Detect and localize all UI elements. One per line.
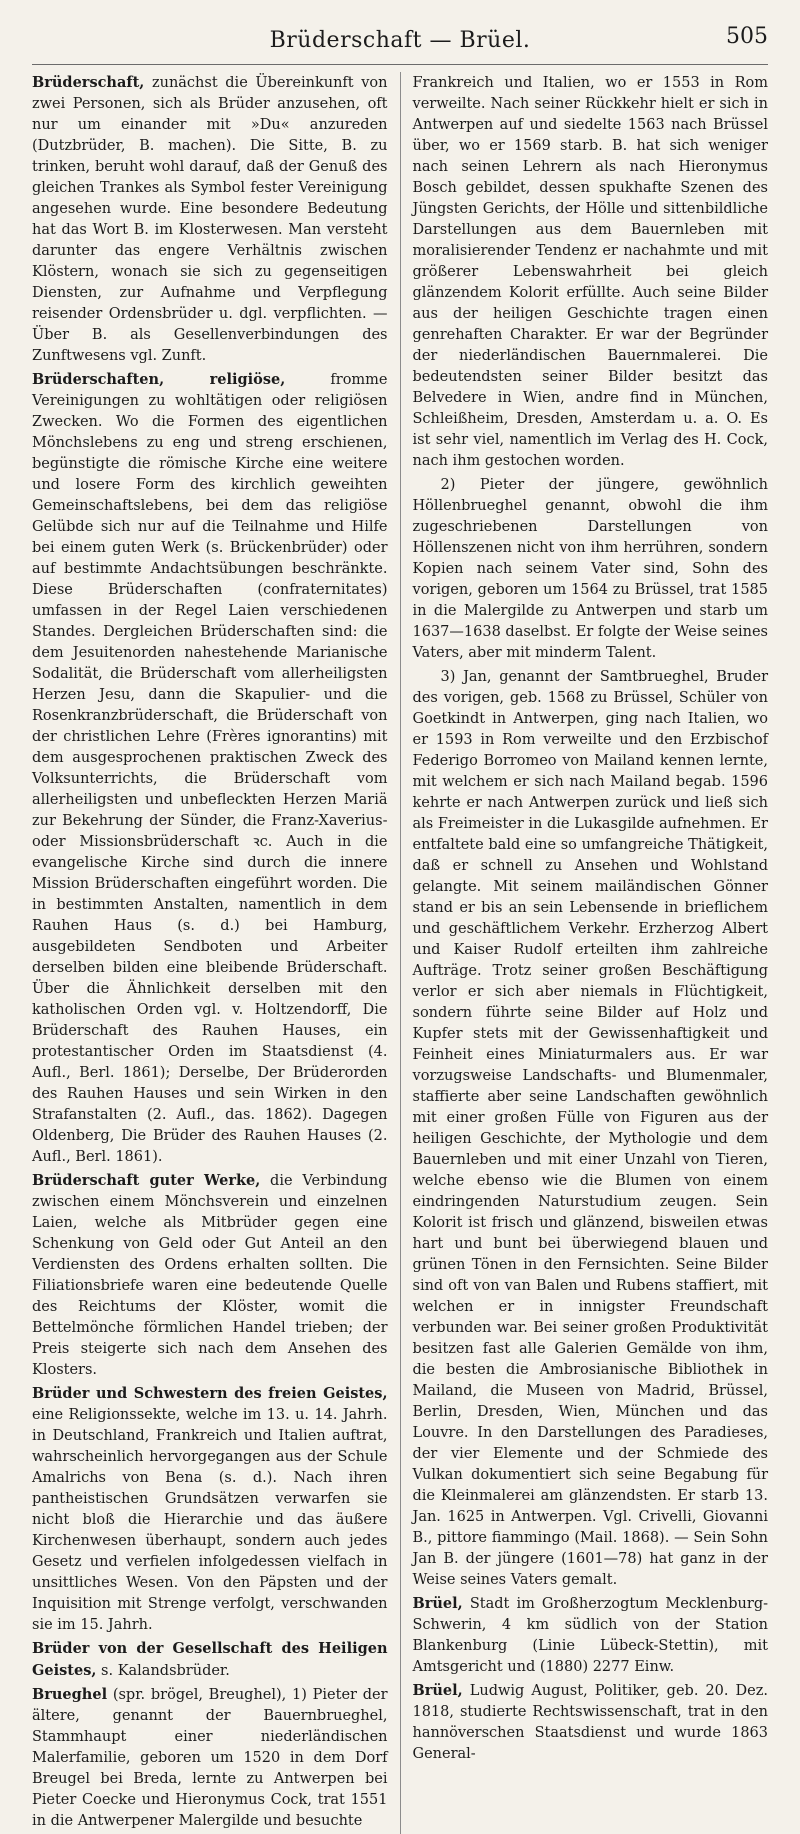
entry-brueder-heiligen-geistes (32, 1638, 388, 1682)
entry-text: fromme Vereinigungen zu wohltätigen oder religiösen Zwecken. Wo die Formen des eigentlichen Mönchslebens zu eng und streng erschienen, begünstigte die römische Kirche eine weitere und losere Form des kirchlich geweihten Gemeinschaftslebens, bei dem das religiöse Gelübde sich nur auf die Teilnahme und Hilfe bei einem guten Werk (s. Brückenbrüder) oder auf bestimmte Andachtsübungen beschränkte. Diese Brüderschaften (confraternitates) umfassen in der Regel Laien verschiedenen Standes. Dergleichen Brüderschaften sind: die dem Jesuitenorden nahestehende Marianische Sodalität, die Brüderschaft vom allerheiligsten Herzen Jesu, dann die Skapulier- und die Rosenkranzbrüderschaft, die Brüderschaft von der christlichen Lehre (Frères ignorantins) mit dem ausgesprochenen praktischen Zweck des Volksunterrichts, die Brüderschaft vom allerheiligsten und unbefleckten Herzen Mariä zur Bekehrung der Sünder, die Franz-Xaverius- oder Missionsbrüderschaft ꝛc. Auch in die evangelische Kirche sind durch die innere Mission Brüderschaften eingeführt worden. Die in bestimmten Anstalten, namentlich in dem Rauhen Haus (s. d.) bei Hamburg, ausgebildeten Sendboten und Arbeiter derselben bilden eine bleibende Brüderschaft. Über die Ähnlichkeit derselben mit den katholischen Orden vgl. v. Holtzendorff, Die Brüderschaft des Rauhen Hauses, ein protestantischer Orden im Staatsdienst (4. Aufl., Berl. 1861); Derselbe, Der Brüderorden des Rauhen Hauses und sein Wirken in den Strafanstalten (2. Aufl., das. 1862). Dagegen Oldenberg, Die Brüder des Rauhen Hauses (2. Aufl., Berl. 1861). (32, 372, 388, 1165)
entry-lemma: Brueghel (32, 1686, 108, 1703)
entry-lemma: Brüder von der Gesellschaft des Heiligen Geistes, (32, 1640, 388, 1679)
entry-brueghel (32, 1684, 388, 1832)
entry-text: die Verbindung zwischen einem Mönchsverein und einzelnen Laien, welche als Mitbrüder gegen eine Schenkung von Geld oder Gut Anteil an den Verdiensten des Ordens erhalten sollten. Die Filiationsbriefe waren eine bedeutende Quelle des Reichtums der Klöster, womit die Bettelmönche förmlichen Handel trieben; der Preis steigerte sich nach dem Ansehen des Klosters. (32, 1173, 388, 1378)
entry-text: 2) Pieter der jüngere, gewöhnlich Höllenbrueghel genannt, obwohl die ihm zugeschriebenen Darstellungen von Höllenszenen nicht von ihm herrühren, sondern Kopien nach seinem Vater sind, Sohn des vorigen, geboren um 1564 zu Brüssel, trat 1585 in die Malergilde zu Antwerpen und starb um 1637—1638 daselbst. Er folgte der Weise seines Vaters, aber mit minderm Talent. (412, 477, 768, 661)
entry-bruederschaften-religioese (32, 369, 388, 1168)
entry-lemma: Brüderschaft, (32, 74, 145, 91)
entry-bruederschaft (32, 72, 388, 367)
entry-brueel-stadt (413, 1593, 769, 1678)
entry-brueghel-continued (413, 72, 769, 472)
entry-brueder-freien-geistes (32, 1383, 388, 1636)
entry-text: zunächst die Übereinkunft von zwei Personen, sich als Brüder anzusehen, oft nur um einander mit »Du« anzureden (Dutzbrüder, B. machen). Die Sitte, B. zu trinken, beruht wohl darauf, daß der Genuß des gleichen Trankes als Symbol fester Vereinigung angesehen wurde. Eine besondere Bedeutung hat das Wort B. im Klosterwesen. Man versteht darunter das engere Verhältnis zwischen Klöstern, wonach sie sich zu gegenseitigen Diensten, zur Aufnahme und Verpflegung reisender Ordensbrüder u. dgl. verpflichten. — Über B. als Gesellenverbindungen des Zunftwesens vgl. Zunft. (32, 75, 388, 364)
entry-text: Frankreich und Italien, wo er 1553 in Rom verweilte. Nach seiner Rückkehr hielt er sich in Antwerpen auf und siedelte 1563 nach Brüssel über, wo er 1569 starb. B. hat sich weniger nach seinen Lehrern als nach Hieronymus Bosch gebildet, dessen spukhafte Szenen des Jüngsten Gerichts, der Hölle und sittenbildliche Darstellungen aus dem Bauernleben mit moralisierender Tendenz er nachahmte und mit größerer Lebenswahrheit bei gleich glänzendem Kolorit erfüllte. Auch seine Bilder aus der heiligen Geschichte tragen einen genrehaften Charakter. Er war der Begründer der niederländischen Bauernmalerei. Die bedeutendsten seiner Bilder besitzt das Belvedere in Wien, andre find in München, Schleißheim, Dresden, Amsterdam u. a. O. Es ist sehr viel, namentlich im Verlag des H. Cock, nach ihm gestochen worden. (412, 75, 768, 469)
page-number: 505 (726, 24, 768, 49)
entry-text: s. Kalandsbrüder. (96, 1663, 230, 1679)
entry-pieter-juengere (413, 474, 769, 664)
right-column (413, 72, 769, 1834)
left-column (32, 72, 388, 1834)
entry-lemma: Brüel, (412, 1595, 463, 1612)
entry-text: 3) Jan, genannt der Samtbrueghel, Bruder des vorigen, geb. 1568 zu Brüssel, Schüler von Goetkindt in Antwerpen, ging nach Italien, wo er 1593 in Rom verweilte und den Erzbischof Federigo Borromeo von Mailand kennen lernte, mit welchem er sich nach Mailand begab. 1596 kehrte er nach Antwerpen zurück und ließ sich als Freimeister in die Lukasgilde aufnehmen. Er entfaltete bald eine so umfangreiche Thätigkeit, daß er schnell zu Ansehen und Wohlstand gelangte. Mit seinem mailändischen Gönner stand er bis an sein Lebensende in brieflichem und geschäftlichem Verkehr. Erzherzog Albert und Kaiser Rudolf erteilten ihm zahlreiche Aufträge. Trotz seiner großen Beschäftigung verlor er sich aber niemals in Flüchtigkeit, sondern führte seine Bilder auf Holz und Kupfer stets mit der Gewissenhaftigkeit und Feinheit eines Miniaturmalers aus. Er war vorzugsweise Landschafts- und Blumenmaler, staffierte aber seine Landschaften gewöhnlich mit einer großen Fülle von Figuren aus der heiligen Geschichte, der Mythologie und dem Bauernleben und mit einer Unzahl von Tieren, welche ebenso wie die Blumen von einem eindringenden Naturstudium zeugen. Sein Kolorit ist frisch und glänzend, bisweilen etwas hart und bunt bei überwiegend blauen und grünen Tönen in den Fernsichten. Seine Bilder sind oft von van Balen und Rubens staffiert, mit welchen er in innigster Freundschaft verbunden war. Bei seiner großen Produktivität besitzen fast alle Galerien Gemälde von ihm, die besten die Ambrosianische Bibliothek in Mailand, die Museen von Madrid, Brüssel, Berlin, Dresden, Wien, München und das Louvre. In den Darstellungen des Paradieses, der vier Elemente und der Schmiede des Vulkan dokumentiert sich seine Begabung für die Kleinmalerei am glänzendsten. Er starb 13. Jan. 1625 in Antwerpen. Vgl. Crivelli, Giovanni B., pittore fiammingo (Mail. 1868). — Sein Sohn Jan B. der jüngere (1601—78) hat ganz in der Weise seines Vaters gemalt. (412, 669, 768, 1588)
entry-text: (spr. brögel, Breughel), 1) Pieter der ältere, genannt der Bauernbrueghel, Stammhaupt einer niederländischen Malerfamilie, geboren um 1520 in dem Dorf Breugel bei Breda, lernte zu Antwerpen bei Pieter Coecke und Hieronymus Cock, trat 1551 in die Antwerpener Malergilde und besuchte (32, 1687, 388, 1829)
entry-brueel-ludwig-august (413, 1680, 769, 1765)
entry-jan-samtbrueghel (413, 666, 769, 1591)
entry-lemma: Brüderschaft guter Werke, (32, 1172, 261, 1189)
entry-lemma: Brüel, (412, 1682, 463, 1699)
entry-lemma: Brüderschaften, religiöse, (32, 371, 286, 388)
entry-bruederschaft-guter-werke (32, 1170, 388, 1381)
running-head: Brüderschaft — Brüel. (269, 27, 531, 53)
entry-text: Stadt im Großherzogtum Mecklenburg-Schwerin, 4 km südlich von der Station Blankenburg (Linie Lübeck-Stettin), mit Amtsgericht und (1880) 2277 Einw. (412, 1596, 768, 1675)
text-columns (32, 72, 768, 1829)
header-rule (32, 64, 768, 65)
entry-text: eine Religionssekte, welche im 13. u. 14. Jahrh. in Deutschland, Frankreich und Italien auftrat, wahrscheinlich hervorgegangen aus der Schule Amalrichs von Bena (s. d.). Nach ihren pantheistischen Grundsätzen verwarfen sie nicht bloß die Hierarchie und das äußere Kirchenwesen überhaupt, sondern auch jedes Gesetz und verfielen infolgedessen vielfach in unsittliches Wesen. Von den Päpsten und der Inquisition mit Strenge verfolgt, verschwanden sie im 15. Jahrh. (32, 1407, 388, 1633)
column-divider (400, 72, 401, 1834)
page-header (32, 22, 768, 58)
entry-text: Ludwig August, Politiker, geb. 20. Dez. 1818, studierte Rechtswissenschaft, trat in den hannöverschen Staatsdienst und wurde 1863 General- (412, 1683, 768, 1762)
entry-lemma: Brüder und Schwestern des freien Geistes, (32, 1385, 388, 1402)
